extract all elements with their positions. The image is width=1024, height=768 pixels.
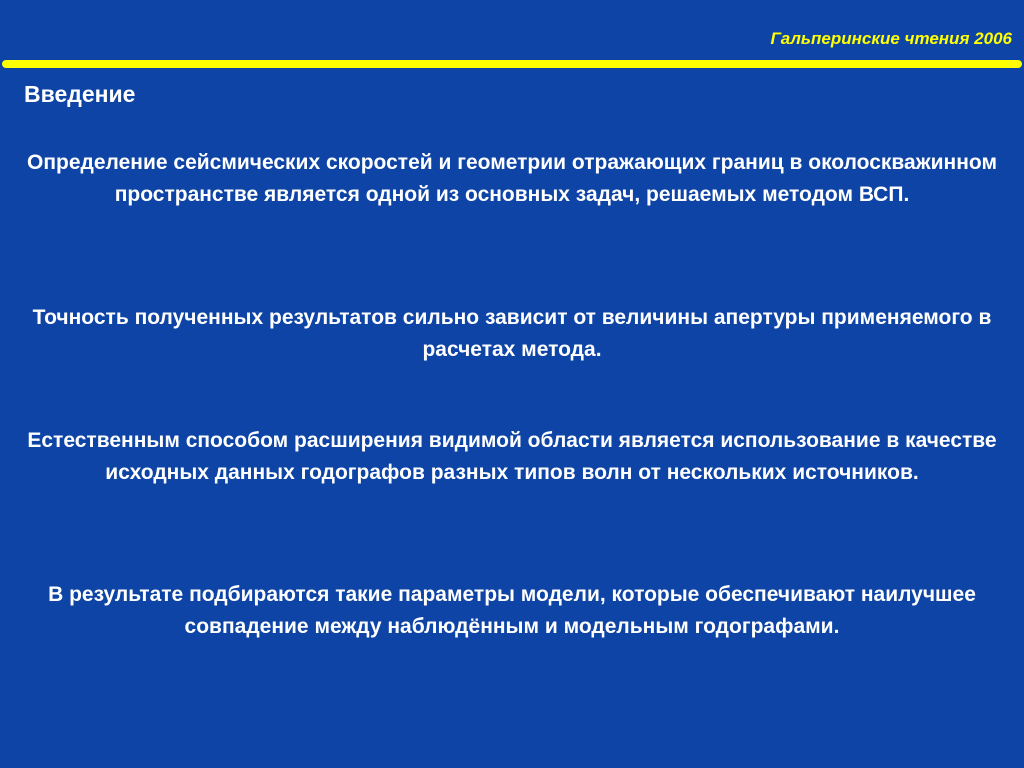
paragraph-seismic-velocities: Определение сейсмических скоростей и геометрии отражающих границ в околоскважинном пространстве является одной из основных задач, решаемых методом ВСП. <box>27 151 997 206</box>
conference-title: Гальперинские чтения 2006 <box>770 29 1012 48</box>
paragraph-accuracy: Точность полученных результатов сильно зависит от величины апертуры применяемого в расчетах метода. <box>32 306 992 361</box>
paragraph-visible-area: Естественным способом расширения видимой области является использование в качестве исходных данных годографов разных типов волн от нескольких источников. <box>27 429 997 484</box>
paragraph-model-parameters: В результате подбираются такие параметры модели, которые обеспечивают наилучшее совпадение между наблюдённым и модельным годографами. <box>48 583 976 638</box>
slide-title: Введение <box>24 81 136 107</box>
header-divider <box>2 60 1022 68</box>
